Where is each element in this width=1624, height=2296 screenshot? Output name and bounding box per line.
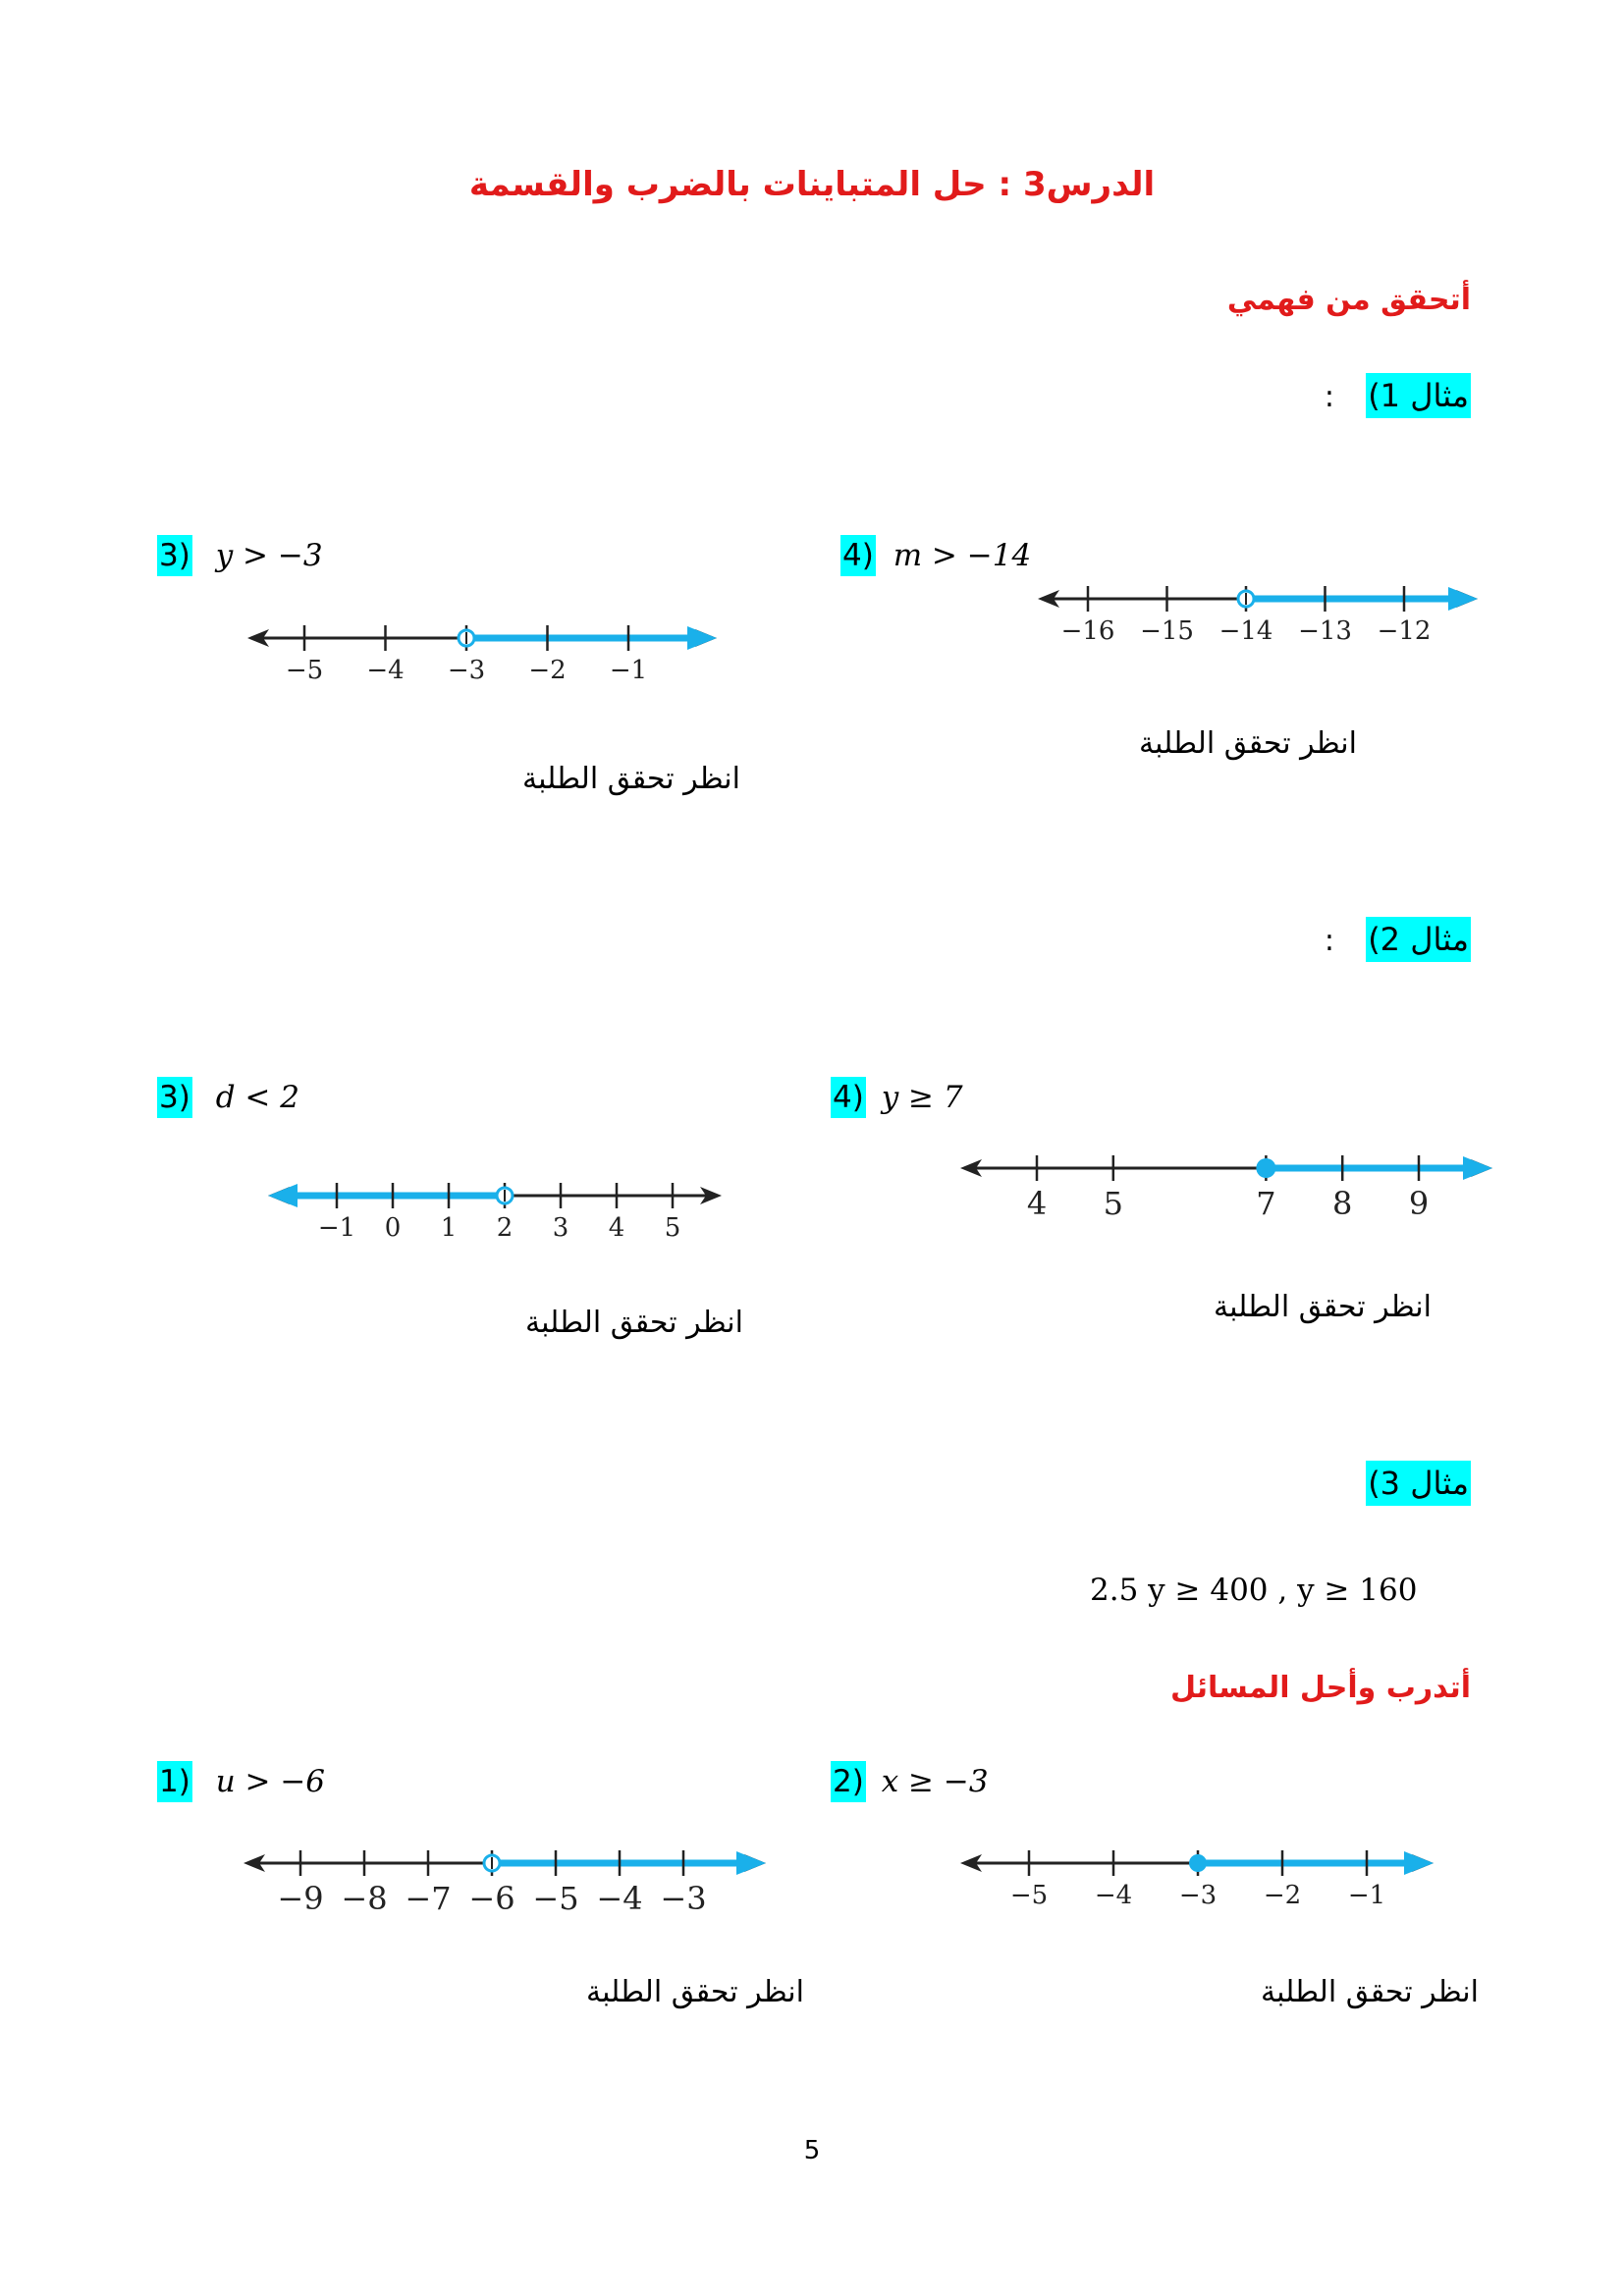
tick-label: −1 <box>609 656 648 685</box>
answer-text-1-4: انظر تحقق الطلبة <box>1139 726 1357 761</box>
example-1-label: مثال 1) <box>1366 373 1471 418</box>
tick-label: 7 <box>1256 1185 1276 1222</box>
example-3-heading <box>1366 1465 1471 1502</box>
tick-label: −6 <box>468 1880 515 1917</box>
number-line-2-4 <box>952 1139 1502 1237</box>
number-line-practice-1 <box>236 1828 785 1926</box>
tick-label: −8 <box>341 1880 388 1917</box>
inequality: m > −14 <box>893 538 1032 573</box>
tick-label: −5 <box>1009 1881 1049 1910</box>
practice-2-label <box>831 1764 989 1799</box>
inequality: y > −3 <box>215 538 323 573</box>
tick-label: −4 <box>596 1880 643 1917</box>
tick-label: 4 <box>608 1213 625 1243</box>
example-2-heading <box>1325 921 1471 958</box>
solution-ray-arrow <box>687 626 717 650</box>
problem-number: 4) <box>831 1077 866 1118</box>
tick-label: −7 <box>405 1880 452 1917</box>
inequality: y ≥ 7 <box>881 1080 963 1115</box>
solution-ray-arrow <box>1404 1851 1434 1875</box>
answer-text-2-4: انظر تحقق الطلبة <box>1214 1290 1432 1324</box>
tick-label: 1 <box>440 1213 458 1243</box>
problem-1-3-label <box>157 538 323 573</box>
closed-endpoint <box>1189 1854 1207 1872</box>
tick-label: 0 <box>384 1213 402 1243</box>
tick-label: 2 <box>496 1213 514 1243</box>
practice-1-label <box>157 1764 325 1799</box>
answer-text-practice-2: انظر تحقق الطلبة <box>1261 1975 1479 2009</box>
example-3-label: مثال 3) <box>1366 1461 1471 1506</box>
tick-label: 3 <box>552 1213 569 1243</box>
inequality: x ≥ −3 <box>881 1764 989 1799</box>
solution-ray-arrow <box>1463 1156 1492 1180</box>
tick-label: −5 <box>532 1880 579 1917</box>
page-number: 5 <box>803 2136 821 2165</box>
example-2-label: مثال 2) <box>1366 917 1471 962</box>
solution-ray-arrow <box>268 1184 298 1207</box>
tick-label: −5 <box>285 656 324 685</box>
tick-label: −13 <box>1298 616 1352 646</box>
problem-number: 4) <box>840 535 876 576</box>
problem-2-4-label <box>831 1080 963 1115</box>
tick-label: −2 <box>1263 1881 1302 1910</box>
number-line-practice-2 <box>952 1828 1443 1916</box>
section-check-understanding: أتحقق من فهمي <box>1226 283 1471 317</box>
tick-label: −3 <box>447 656 486 685</box>
problem-2-3-label <box>157 1080 299 1115</box>
tick-label: 5 <box>664 1213 681 1243</box>
tick-label: 9 <box>1408 1185 1430 1222</box>
section-practice: أتدرب وأحل المسائل <box>1169 1671 1471 1705</box>
tick-label: −4 <box>1094 1881 1133 1910</box>
tick-label: −3 <box>1178 1881 1218 1910</box>
example-1-colon: : <box>1324 380 1335 414</box>
answer-text-2-3: انظر تحقق الطلبة <box>525 1306 743 1340</box>
tick-label: −12 <box>1377 616 1432 646</box>
solution-ray-arrow <box>1448 587 1478 611</box>
inequality: d < 2 <box>215 1080 299 1115</box>
tick-label: −3 <box>660 1880 707 1917</box>
example-1-heading <box>1325 377 1471 414</box>
answer-text-1-3: انظر تحقق الطلبة <box>522 762 740 796</box>
tick-label: −1 <box>1347 1881 1386 1910</box>
tick-label: −14 <box>1218 616 1273 646</box>
tick-label: −15 <box>1140 616 1194 646</box>
problem-number: 1) <box>157 1761 192 1802</box>
problem-number: 2) <box>831 1761 866 1802</box>
problem-number: 3) <box>157 1077 192 1118</box>
answer-text-practice-1: انظر تحقق الطلبة <box>586 1975 804 2009</box>
tick-label: −2 <box>528 656 567 685</box>
tick-label: 8 <box>1332 1185 1353 1222</box>
tick-label: −1 <box>317 1213 356 1243</box>
tick-label: 5 <box>1103 1185 1123 1222</box>
number-line-2-3 <box>260 1158 731 1247</box>
example-3-equation: 2.5 y ≥ 400 , y ≥ 160 <box>1090 1573 1418 1608</box>
tick-label: −16 <box>1060 616 1115 646</box>
closed-endpoint <box>1256 1158 1275 1178</box>
number-line-1-3 <box>236 609 727 697</box>
example-2-colon: : <box>1324 924 1335 958</box>
number-line-1-4 <box>1026 569 1488 658</box>
tick-label: −9 <box>277 1880 324 1917</box>
tick-label: 4 <box>1026 1185 1048 1222</box>
problem-number: 3) <box>157 535 192 576</box>
lesson-title: الدرس3 : حل المتباينات بالضرب والقسمة <box>468 165 1156 204</box>
solution-ray-arrow <box>736 1851 766 1875</box>
problem-1-4-label <box>840 538 1031 573</box>
tick-label: −4 <box>366 656 405 685</box>
inequality: u > −6 <box>215 1764 326 1799</box>
